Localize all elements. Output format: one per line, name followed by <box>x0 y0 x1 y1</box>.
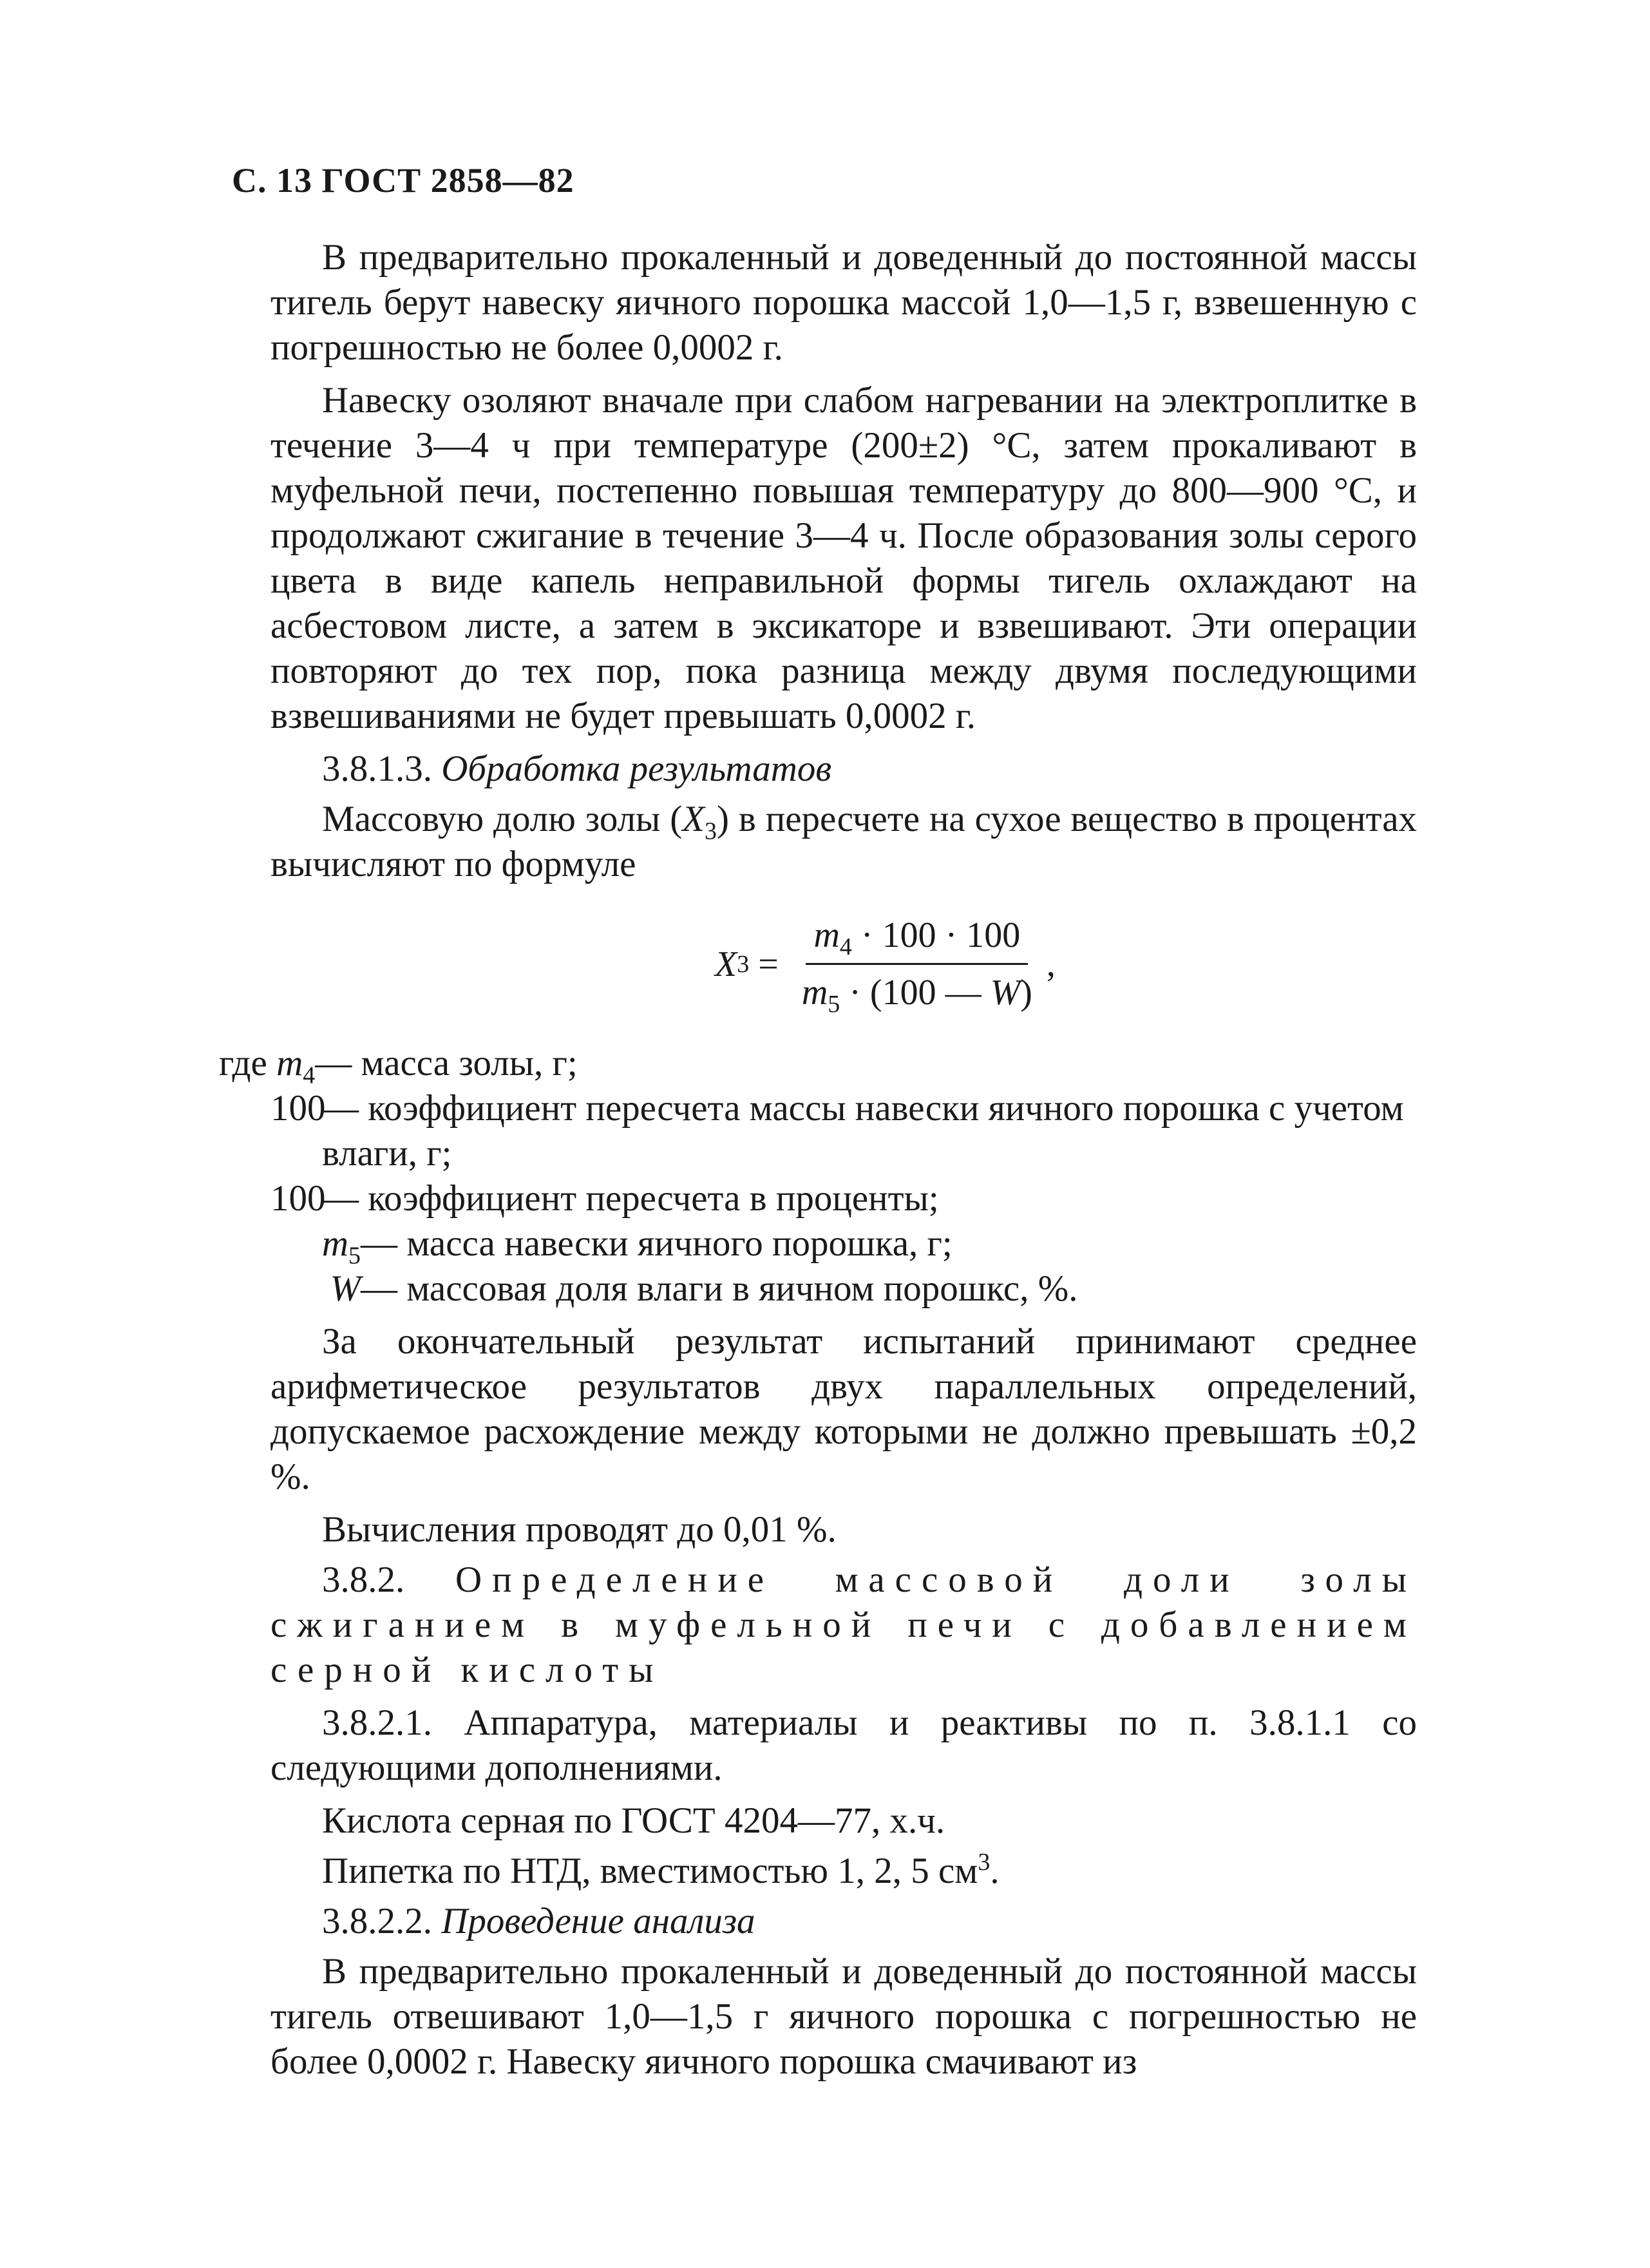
paragraph-7: Кислота серная по ГОСТ 4204—77, х.ч. <box>322 1800 945 1841</box>
section-number: 3.8.2.2. <box>322 1901 432 1941</box>
den-rest: · (100 — <box>840 973 991 1013</box>
page-header: С. 13 ГОСТ 2858—82 <box>232 161 574 200</box>
p8-end: . <box>990 1851 1000 1891</box>
section-number: 3.8.2. <box>322 1559 405 1600</box>
paragraph-2: Навеску озоляют вначале при слабом нагревании на электроплитке в течение 3—4 ч при температуре (200±2) °С, затем прокаливают в муфельной печи, постепенно повышая температуру до 800—900 °С, и продолжают сжигание в течение 3—4 ч. После образования золы серого цвета в виде капель неправильной формы тигель охлаждают на асбестовом листе, а затем в эксикаторе и взвешивают. Эти операции повторяют до тех пор, пока разница между двумя последующими взвешиваниями не будет превышать 0,0002 г. <box>270 380 1417 736</box>
num-var: m <box>813 915 840 955</box>
def-where: где <box>219 1043 277 1083</box>
den-var: m <box>801 973 828 1013</box>
p3-text-a: Массовую долю золы ( <box>322 799 683 839</box>
def-w-text: — массовая доля влаги в яичном порошкс, %. <box>361 1268 1078 1309</box>
def-row-100b <box>270 1176 1417 1221</box>
p3-sub: 3 <box>705 817 717 845</box>
paragraph-4: За окончательный результат испытаний принимают среднее арифметическое результатов двух параллельных определений, допускаемое расхождение между которыми не должно превышать ±0,2 %. <box>270 1321 1417 1497</box>
formula-eq: = <box>758 944 779 984</box>
formula-definitions <box>219 1041 1417 1311</box>
paragraph-1: В предварительно прокаленный и доведенный до постоянной массы тигель берут навеску яичного порошка массой 1,0—1,5 г, взвешенную с погрешностью не более 0,0002 г. <box>270 237 1417 368</box>
def-m4-var: m <box>276 1043 303 1083</box>
section-3-8-1-3 <box>270 747 1417 792</box>
def-100b-key: 100 <box>270 1178 326 1219</box>
def-row-m4 <box>219 1041 1417 1089</box>
section-title: Обработка результатов <box>441 748 832 789</box>
def-m5-var: m <box>321 1223 348 1264</box>
def-100a-key: 100 <box>270 1088 326 1129</box>
paragraph-9: В предварительно прокаленный и доведенный до постоянной массы тигель отвешивают 1,0—1,5 г яичного порошка с погрешностью не более 0,0002 г. Навеску яичного порошка смачивают из <box>270 1951 1417 2082</box>
paragraph-6: 3.8.2.1. Аппаратура, материалы и реактивы по п. 3.8.1.1 со следующими дополнениями. <box>270 1702 1417 1788</box>
section-3-8-2-2 <box>270 1899 1417 1944</box>
p3-text-b: ) в пересчете на сухое вещество в процентах вычисляют по формуле <box>270 799 1418 884</box>
p3-var: X <box>682 799 705 839</box>
document-body <box>219 235 1418 2092</box>
p8-text: Пипетка по НТД, вместимостью 1, 2, 5 см <box>322 1851 978 1891</box>
section-3-8-2 <box>270 1558 1417 1693</box>
formula-numerator <box>806 913 1028 965</box>
def-m5-text: — масса навески яичного порошка, г; <box>361 1223 953 1264</box>
formula-lhs: X <box>715 944 737 984</box>
section-title: Проведение анализа <box>441 1901 755 1941</box>
num-rest: · 100 · 100 <box>851 915 1021 955</box>
paragraph-5: Вычисления проводят до 0,01 %. <box>322 1509 837 1550</box>
den-w: W <box>990 973 1021 1013</box>
def-row-100a <box>270 1086 1417 1176</box>
def-m4-text: — масса золы, г; <box>315 1043 578 1083</box>
den-end: ) <box>1020 973 1032 1013</box>
paragraph-8 <box>270 1849 1417 1894</box>
section-number: 3.8.1.3. <box>322 748 432 789</box>
formula-denominator <box>794 965 1040 1018</box>
def-m4-sub: 4 <box>303 1062 316 1089</box>
p8-sup: 3 <box>978 1849 991 1876</box>
paragraph-3 <box>270 797 1417 887</box>
section-title: Определение массовой доли золы сжиганием в муфельной печи с добавлением серной кислоты <box>270 1559 1418 1690</box>
def-row-w <box>270 1266 1417 1311</box>
den-sub: 5 <box>828 991 840 1018</box>
def-100b-text: — коэффициент пересчета в проценты; <box>322 1178 939 1219</box>
formula-fraction <box>794 913 1040 1018</box>
def-m5-sub: 5 <box>348 1242 361 1270</box>
def-w-var: W <box>330 1268 361 1309</box>
ash-formula: X 3 = $\frac{m_4 \cdot 100 \cdot 100}{m_5 \cdot (100 — W)}$ , <box>715 913 1417 1015</box>
def-100a-text: — коэффициент пересчета массы навески яичного порошка с учетом влаги, г; <box>322 1088 1404 1174</box>
num-sub: 4 <box>839 933 852 961</box>
formula-tail: , <box>1046 944 1056 984</box>
def-row-m5 <box>270 1221 1417 1270</box>
